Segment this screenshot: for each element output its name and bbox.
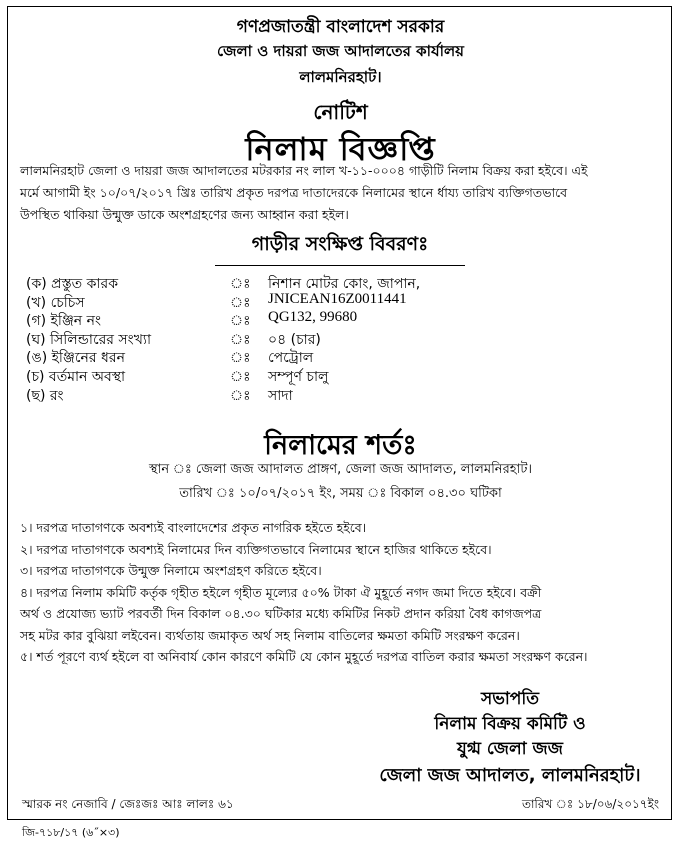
term-line: সহ মটর কার বুঝিয়া লইবেন। ব্যর্থতায় জমাকৃত অর্থ সহ নিলাম বাতিলের ক্ষমতা কমিটি সংরক্ষণ করেন। bbox=[20, 627, 520, 643]
spec-row bbox=[20, 328, 660, 347]
terms-list bbox=[20, 517, 660, 668]
term-line: ১। দরপত্র দাতাগণকে অবশ্যই বাংলাদেশের প্রকৃত নাগরিক হইতে হইবে। bbox=[20, 520, 367, 535]
spec-label: (চ) বর্তমান অবস্থা bbox=[26, 368, 126, 385]
vehicle-heading: গাড়ীর সংক্ষিপ্ত বিবরণঃ bbox=[215, 230, 465, 266]
term-line: ৪। দরপত্র নিলাম কমিটি কর্তৃক গৃহীত হইলে গৃহীত মূল্যের ৫০% টাকা ঐ মুহূর্তে নগদ জমা দিতে হইবে। বক্রী bbox=[20, 584, 542, 600]
term-line: ২। দরপত্র দাতাগণকে অবশ্যই নিলামের দিন ব্যক্তিগতভাবে নিলামের স্থানে হাজির থাকিতে হইবে। bbox=[20, 541, 492, 557]
issue-date: তারিখ ঃ ১৮/০৬/২০১৭ইং bbox=[521, 797, 659, 811]
spec-row bbox=[20, 309, 660, 328]
spec-label: (খ) চেচিস bbox=[26, 294, 85, 311]
office-place: লালমনিরহাট। bbox=[299, 68, 382, 86]
spec-colon: ঃ bbox=[230, 368, 251, 385]
vehicle-spec-list bbox=[20, 272, 660, 402]
spec-row bbox=[20, 346, 660, 365]
spec-label: (গ) ইঞ্জিন নং bbox=[26, 313, 101, 330]
spec-row bbox=[20, 365, 660, 384]
spec-label: (ঙ) ইঞ্জিনের ধরন bbox=[26, 350, 125, 367]
spec-label: (ছ) রং bbox=[26, 387, 64, 404]
spec-colon: ঃ bbox=[230, 294, 251, 311]
auction-datetime: তারিখ ঃ ১০/০৭/২০১৭ ইং, সময় ঃ বিকাল ০৪.৩০ ঘটিকা bbox=[179, 486, 502, 501]
signatory-designation: যুগ্ম জেলা জজ bbox=[457, 739, 563, 759]
spec-colon: ঃ bbox=[230, 350, 251, 367]
spec-colon: ঃ bbox=[230, 313, 251, 330]
spec-value: সম্পূর্ণ চালু bbox=[268, 368, 329, 385]
government-title: গণপ্রজাতন্ত্রী বাংলাদেশ সরকার bbox=[236, 17, 445, 37]
spec-value: পেট্রোল bbox=[268, 350, 314, 367]
spec-colon: ঃ bbox=[230, 387, 251, 404]
signatory-office: জেলা জজ আদালত, লালমনিরহাট। bbox=[379, 765, 641, 786]
spec-row bbox=[20, 291, 660, 310]
office-name: জেলা ও দায়রা জজ আদালতের কার্যালয় bbox=[217, 42, 464, 60]
spec-colon: ঃ bbox=[230, 331, 251, 348]
term-line: অর্থ ও প্রযোজ্য ভ্যাট পরবর্তী দিন বিকাল ০৪.৩০ ঘটিকার মধ্যে কমিটির নিকট প্রদান করিয়া বৈধ কাগজপত্র bbox=[20, 606, 542, 621]
signatory-committee: নিলাম বিক্রয় কমিটি ও bbox=[434, 714, 586, 734]
intro-paragraph bbox=[20, 160, 660, 226]
spec-value: নিশান মোটর কোং, জাপান, bbox=[268, 276, 421, 292]
notice-label: নোটিশ bbox=[313, 100, 368, 124]
spec-value: QG132, 99680 bbox=[268, 309, 358, 326]
auction-title: নিলাম বিজ্ঞপ্তি bbox=[245, 130, 436, 168]
auction-place: স্থান ঃ জেলা জজ আদালত প্রাঙ্গণ, জেলা জজ আদালত, লালমনিরহাট। bbox=[148, 462, 533, 477]
term-line: ৩। দরপত্র দাতাগণকে উন্মুক্ত নিলামে অংশগ্রহণ করিতে হইবে। bbox=[20, 563, 322, 578]
conditions-heading: নিলামের শর্তঃ bbox=[264, 430, 417, 461]
spec-row bbox=[20, 272, 660, 291]
spec-label: (ঘ) সিলিন্ডারের সংখ্যা bbox=[26, 331, 152, 348]
signatory-title: সভাপতি bbox=[481, 689, 539, 709]
spec-value: ০৪ (চার) bbox=[268, 331, 321, 348]
spec-colon: ঃ bbox=[230, 276, 251, 292]
spec-value: JNICEAN16Z0011441 bbox=[268, 290, 407, 307]
print-code: জি-৭১৮/১৭ (৬˝×৩) bbox=[22, 826, 120, 839]
spec-row bbox=[20, 384, 660, 403]
intro-line: উপস্থিত থাকিয়া উন্মুক্ত ডাকে অংশগ্রহণের জন্য আহ্বান করা হইল। bbox=[20, 207, 349, 222]
spec-value: সাদা bbox=[268, 387, 293, 404]
spec-label: (ক) প্রস্তুত কারক bbox=[26, 276, 118, 292]
memo-number: স্মারক নং নেজাবি / জেঃজঃ আঃ লালঃ ৬১ bbox=[22, 797, 234, 811]
term-line: ৫। শর্ত পূরণে ব্যর্থ হইলে বা অনিবার্য কোন কারণে কমিটি যে কোন মুহূর্তে দরপত্র বাতিল করার ক্ষমতা সংরক্ষণ করেন। bbox=[20, 649, 588, 664]
intro-line: মর্মে আগামী ইং ১০/০৭/২০১৭ খ্রিঃ তারিখ প্রকৃত দরপত্র দাতাদেরকে নিলামের স্থানে র্ধায্য তারিখ ব্যক্তিগতভাবে bbox=[20, 185, 568, 200]
intro-line: লালমনিরহাট জেলা ও দায়রা জজ আদালতের মটরকার নং লাল খ-১১-০০০৪ গাড়ীটি নিলাম বিক্রয় করা হইবে। এই bbox=[20, 163, 588, 178]
